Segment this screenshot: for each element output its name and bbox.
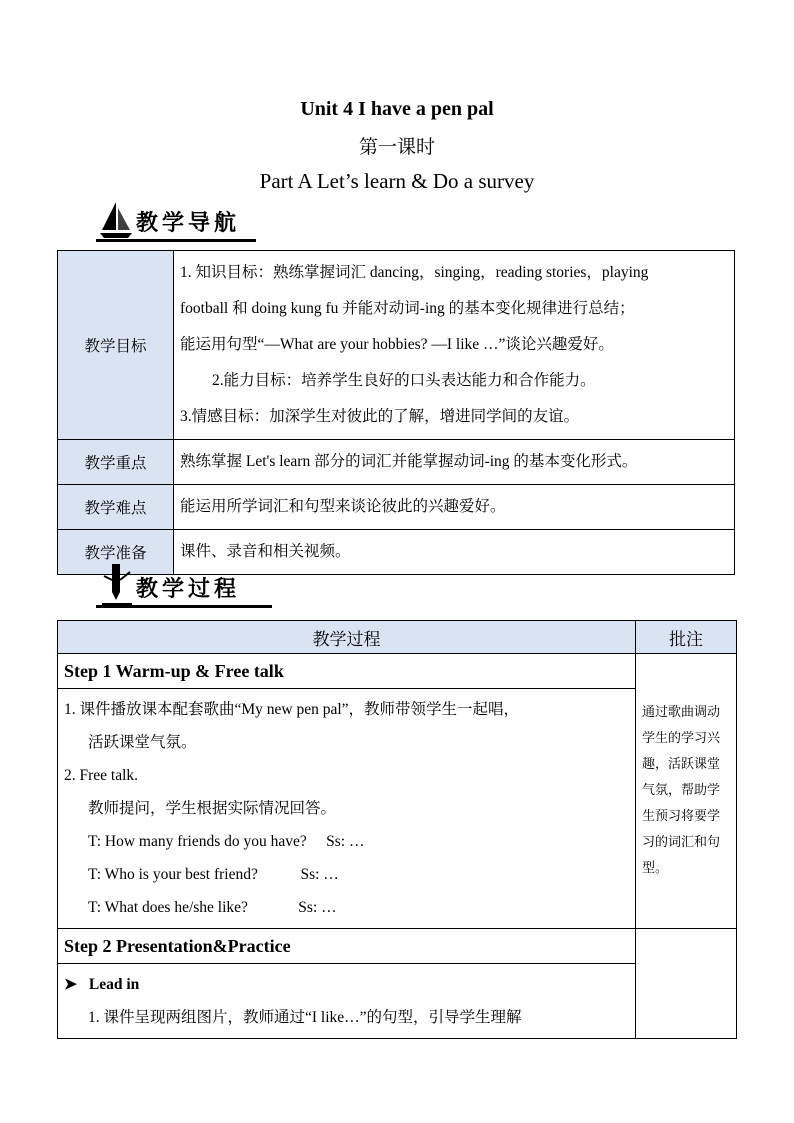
section-process-label: 教学过程 [136, 577, 241, 602]
goals-label: 教学目标 [58, 251, 174, 440]
goal-1-line-2: football 和 doing kung fu 并能对动词-ing 的基本变化规律进行总结； [180, 300, 635, 317]
difficult-points-text: 能运用所学词汇和句型来谈论彼此的兴趣爱好。 [174, 485, 735, 530]
unit-title: Unit 4 I have a pen pal [300, 98, 494, 120]
goal-3: 3.情感目标：加深学生对彼此的了解，增进同学间的友谊。 [180, 408, 580, 425]
notes-column-header: 批注 [636, 621, 737, 654]
step1-item1-line1: 1. 课件播放课本配套歌曲“My new pen pal”，教师带领学生一起唱， [64, 701, 520, 718]
section-process-header [96, 566, 272, 608]
section-nav-rule [96, 239, 256, 242]
lead-in-label: Lead in [88, 976, 140, 993]
section-nav-label: 教学导航 [136, 211, 241, 236]
goal-2: 2.能力目标：培养学生良好的口头表达能力和合作能力。 [212, 372, 596, 389]
step2-title: Step 2 Presentation&Practice [58, 929, 636, 964]
process-column-header: 教学过程 [58, 621, 636, 654]
dialog-line-2: T: Who is your best friend? Ss: … [88, 866, 339, 883]
arrow-bullet-icon: ➤ [64, 976, 77, 993]
process-table [57, 620, 737, 1039]
lesson-part: Part A Let’s learn & Do a survey [259, 169, 535, 193]
goals-cell [174, 251, 735, 440]
step1-note: 通过歌曲调动学生的学习兴趣，活跃课堂气氛，帮助学生预习将要学习的词汇和句型。 [636, 654, 737, 929]
step1-item2-desc: 教师提问，学生根据实际情况回答。 [88, 800, 337, 817]
step1-title: Step 1 Warm-up & Free talk [58, 654, 636, 689]
lead-in-row [64, 968, 629, 1001]
difficult-points-label: 教学难点 [58, 485, 174, 530]
section-nav-header [96, 200, 256, 242]
pencil-figure-icon [100, 562, 134, 606]
section-process-rule [96, 605, 272, 608]
step2-body [58, 964, 636, 1039]
key-points-text: 熟练掌握 Let's learn 部分的词汇并能掌握动词-ing 的基本变化形式。 [174, 440, 735, 485]
lesson-number: 第一课时 [358, 136, 435, 158]
sailboat-icon [98, 200, 134, 240]
goal-1-line-1: 1. 知识目标：熟练掌握词汇 dancing，singing，reading stories，playing [180, 264, 649, 281]
objectives-table [57, 250, 735, 575]
goal-1-line-3: 能运用句型“—What are your hobbies? —I like …”谈论兴趣爱好。 [180, 336, 614, 353]
dialog-line-3: T: What does he/she like? Ss: … [88, 899, 337, 916]
step1-item2: 2. Free talk. [64, 767, 139, 784]
preparation-text: 课件、录音和相关视频。 [174, 530, 735, 575]
key-points-label: 教学重点 [58, 440, 174, 485]
step2-note [636, 929, 737, 1039]
step1-body [58, 689, 636, 929]
dialog-line-1: T: How many friends do you have? Ss: … [88, 833, 365, 850]
preparation-label: 教学准备 [58, 530, 174, 575]
lead-in-item1: 1. 课件呈现两组图片，教师通过“I like…”的句型，引导学生理解 [88, 1009, 522, 1026]
step1-item1-line2: 活跃课堂气氛。 [88, 734, 197, 751]
